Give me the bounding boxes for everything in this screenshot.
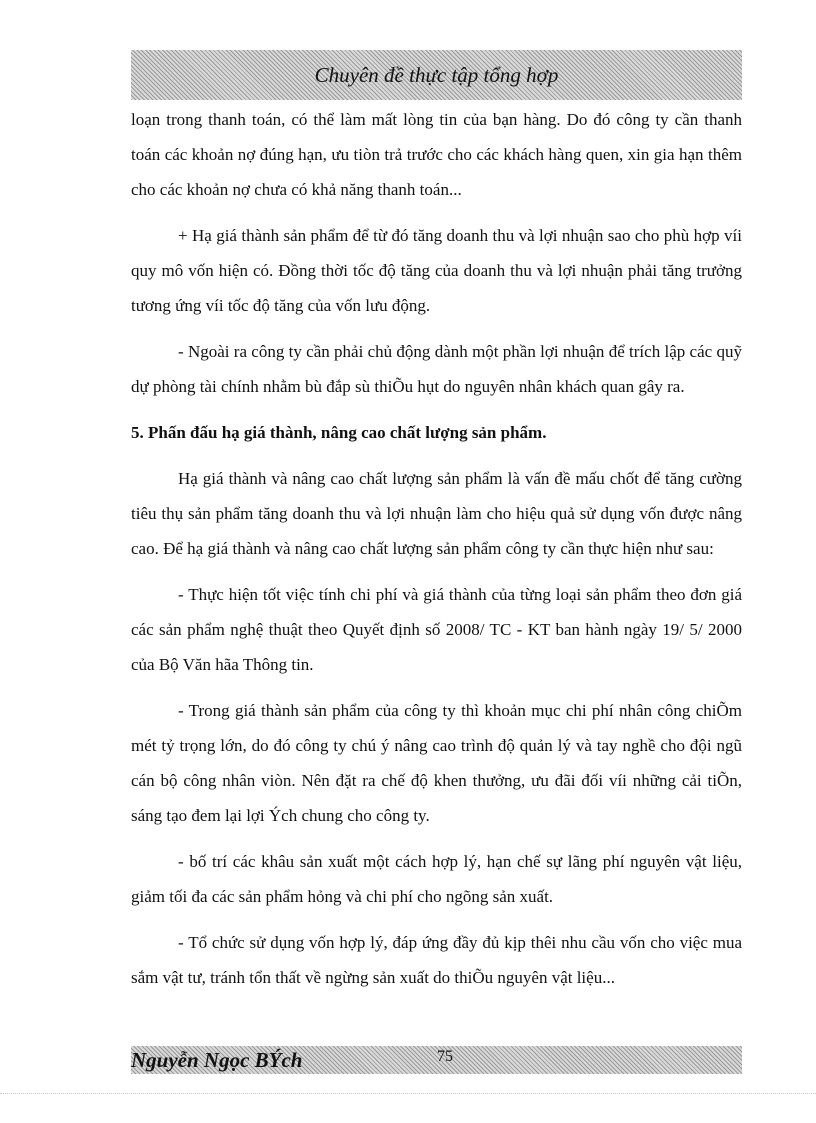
paragraph-reduce-cost: + Hạ giá thành sản phẩm để từ đó tăng doanh thu và lợi nhuận sao cho phù hợp víi quy mô vốn hiện có. Đồng thời tốc độ tăng của doanh thu và lợi nhuận phải tăng trưởng tương ứng víi tốc độ tăng của vốn lưu động. — [131, 226, 742, 315]
section-heading: 5. Phấn đấu hạ giá thành, nâng cao chất lượng sản phẩm. — [131, 423, 547, 442]
page-bottom-divider — [0, 1093, 816, 1094]
paragraph-labor-cost: - Trong giá thành sản phẩm của công ty thì khoản mục chi phí nhân công chiÕm mét tỷ trọng lớn, do đó công ty chú ý nâng cao trình độ quản lý và tay nghề cho đội ngũ cán bộ công nhân viòn. Nên đặt ra chế độ khen thưởng, ưu đãi đối víi những cải tiÕn, sáng tạo đem lại lợi Ých chung cho công ty. — [131, 701, 742, 825]
page-header — [131, 50, 742, 100]
paragraph-production-layout: - bố trí các khâu sản xuất một cách hợp lý, hạn chế sự lãng phí nguyên vật liệu, giảm tối đa các sản phẩm hỏng và chi phí cho ngõng sản xuất. — [131, 852, 742, 906]
paragraph-continuation: loạn trong thanh toán, có thể làm mất lòng tin của bạn hàng. Do đó công ty cần thanh toán các khoản nợ đúng hạn, ưu tiòn trả trước cho các khách hàng quen, xin gia hạn thêm cho các khoản nợ chưa có khả năng thanh toán... — [131, 110, 742, 199]
paragraph-cost-calculation: - Thực hiện tốt việc tính chi phí và giá thành của từng loại sản phẩm theo đơn giá các sản phẩm nghệ thuật theo Quyết định số 2008/ TC - KT ban hành ngày 19/ 5/ 2000 của Bộ Văn hãa Thông tin. — [131, 585, 742, 674]
header-title: Chuyên đề thực tập tổng hợp — [314, 62, 559, 87]
footer-author: Nguyễn Ngọc BÝch — [131, 1048, 303, 1072]
paragraph-section-intro: Hạ giá thành và nâng cao chất lượng sản phẩm là vấn đề mấu chốt để tăng cường tiêu thụ sản phẩm tăng doanh thu và lợi nhuận làm cho hiệu quả sử dụng vốn được nâng cao. Để hạ giá thành và nâng cao chất lượng sản phẩm công ty cần thực hiện như sau: — [131, 469, 742, 558]
page-footer — [131, 1046, 742, 1074]
paragraph-capital-use: - Tổ chức sử dụng vốn hợp lý, đáp ứng đầy đủ kịp thêi nhu cầu vốn cho việc mua sắm vật tư, tránh tổn thất về ngừng sản xuất do thiÕu nguyên vật liệu... — [131, 933, 742, 987]
page-number: 75 — [437, 1048, 453, 1065]
document-body — [131, 102, 742, 1006]
paragraph-reserve-funds: - Ngoài ra công ty cần phải chủ động dành một phần lợi nhuận để trích lập các quỹ dự phòng tài chính nhằm bù đắp sù thiÕu hụt do nguyên nhân khách quan gây ra. — [131, 342, 742, 396]
